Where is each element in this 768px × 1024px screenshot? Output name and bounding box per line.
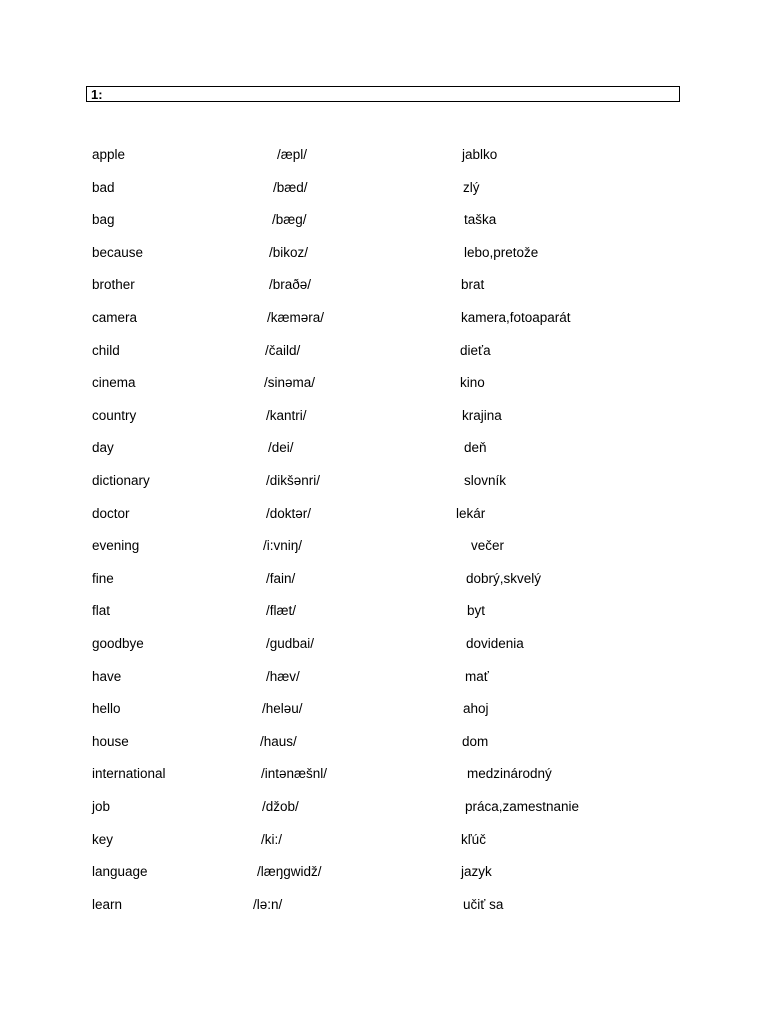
vocab-pronunciation: /dikšәnri/: [266, 473, 321, 488]
vocab-row: [0, 895, 768, 915]
vocab-word: apple: [92, 147, 126, 162]
vocab-translation: kamera,fotoaparát: [461, 310, 571, 325]
vocab-pronunciation: /haus/: [260, 733, 297, 749]
vocab-row: [0, 536, 768, 556]
vocab-word: house: [92, 733, 129, 749]
vocab-word: camera: [92, 310, 138, 325]
vocab-row: [0, 178, 768, 198]
vocab-translation: deň: [464, 440, 487, 456]
vocab-pronunciation: /helәu/: [262, 701, 303, 717]
vocab-row: [0, 830, 768, 850]
vocab-word: country: [92, 407, 137, 423]
vocab-pronunciation: /læŋgwidž/: [257, 864, 322, 880]
vocab-word: child: [92, 342, 120, 358]
vocab-word: goodbye: [92, 636, 144, 651]
vocab-row: [0, 308, 768, 328]
vocab-row: [0, 145, 768, 165]
vocab-translation: dieťa: [460, 342, 491, 358]
vocab-word: evening: [92, 538, 140, 554]
vocab-row: [0, 601, 768, 621]
vocab-row: [0, 504, 768, 524]
vocab-row: [0, 667, 768, 687]
vocab-row: [0, 569, 768, 589]
vocab-row: [0, 471, 768, 491]
vocab-word: day: [92, 440, 114, 456]
vocab-pronunciation: /fain/: [266, 570, 296, 586]
vocab-pronunciation: /flæt/: [266, 603, 297, 619]
vocab-word: cinema: [92, 375, 136, 391]
vocab-translation: zlý: [463, 179, 480, 195]
vocab-word: key: [92, 831, 114, 847]
vocab-word: dictionary: [92, 473, 150, 488]
vocab-pronunciation: /gudbai/: [266, 636, 315, 651]
vocab-translation: jazyk: [461, 864, 492, 880]
vocab-translation: jablko: [462, 147, 498, 162]
vocab-translation: taška: [464, 212, 497, 228]
vocab-pronunciation: /hæv/: [266, 668, 300, 684]
vocab-pronunciation: /sinәma/: [264, 375, 316, 391]
vocab-row: [0, 634, 768, 654]
vocab-word: bag: [92, 212, 115, 228]
vocab-word: learn: [92, 896, 123, 912]
vocab-translation: krajina: [462, 407, 502, 423]
section-label: 1:: [91, 87, 103, 102]
vocab-word: hello: [92, 701, 121, 717]
vocab-pronunciation: /i:vniŋ/: [263, 538, 303, 554]
vocab-pronunciation: /lә:n/: [253, 896, 283, 912]
vocab-row: [0, 732, 768, 752]
vocab-pronunciation: /bæg/: [272, 212, 307, 228]
vocab-row: [0, 210, 768, 230]
vocab-translation: mať: [465, 668, 489, 684]
vocab-word: international: [92, 766, 166, 782]
vocab-row: [0, 243, 768, 263]
vocab-pronunciation: /bikoz/: [269, 244, 309, 260]
vocab-word: fine: [92, 570, 114, 586]
vocab-translation: brat: [461, 277, 485, 293]
vocab-translation: práca,zamestnanie: [465, 799, 580, 814]
vocab-translation: dovidenia: [466, 636, 524, 651]
vocab-translation: ahoj: [463, 701, 489, 717]
vocab-pronunciation: /čaild/: [265, 342, 301, 358]
vocab-row: [0, 797, 768, 817]
vocab-word: bad: [92, 179, 115, 195]
vocab-row: [0, 764, 768, 784]
vocab-translation: večer: [471, 538, 505, 554]
vocab-word: language: [92, 864, 148, 880]
vocab-pronunciation: /braðə/: [269, 277, 312, 293]
vocab-pronunciation: /kantri/: [266, 407, 307, 423]
vocab-translation: dom: [462, 733, 489, 749]
vocab-translation: lekár: [456, 505, 486, 521]
vocab-word: brother: [92, 277, 135, 293]
vocab-pronunciation: /kæmәra/: [267, 310, 325, 325]
vocab-row: [0, 373, 768, 393]
vocab-pronunciation: /doktәr/: [266, 505, 312, 521]
vocab-row: [0, 699, 768, 719]
vocab-word: job: [92, 799, 111, 814]
vocab-pronunciation: /æpl/: [277, 147, 308, 162]
vocab-translation: byt: [467, 603, 486, 619]
vocab-row: [0, 341, 768, 361]
vocab-pronunciation: /ki:/: [261, 831, 283, 847]
vocab-row: [0, 862, 768, 882]
vocab-word: have: [92, 668, 122, 684]
vocab-word: flat: [92, 603, 111, 619]
vocab-row: [0, 275, 768, 295]
vocab-translation: medzinárodný: [467, 766, 552, 782]
vocab-translation: kľúč: [461, 831, 486, 847]
vocab-translation: lebo,pretože: [464, 244, 539, 260]
vocab-translation: dobrý,skvelý: [466, 570, 542, 586]
vocab-pronunciation: /dei/: [268, 440, 294, 456]
vocab-pronunciation: /džob/: [262, 799, 299, 814]
vocab-pronunciation: /bæd/: [273, 179, 308, 195]
vocab-row: [0, 406, 768, 426]
vocab-word: because: [92, 244, 144, 260]
vocab-row: [0, 438, 768, 458]
vocab-word: doctor: [92, 505, 130, 521]
vocab-translation: učiť sa: [463, 896, 504, 912]
vocab-translation: kino: [460, 375, 485, 391]
vocab-translation: slovník: [464, 473, 507, 488]
vocab-pronunciation: /intәnæšnl/: [261, 766, 328, 782]
